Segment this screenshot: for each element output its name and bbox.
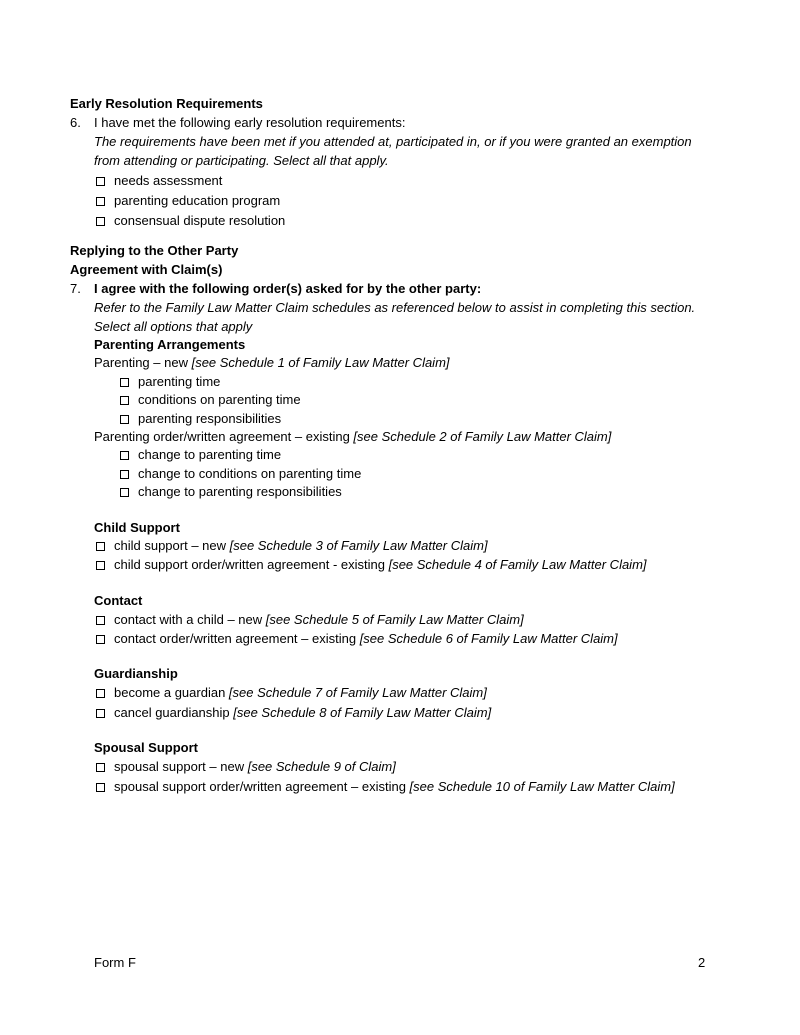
option-change-parenting-time[interactable] xyxy=(120,447,281,463)
checkbox-icon[interactable] xyxy=(120,470,129,479)
checkbox-icon[interactable] xyxy=(96,561,105,570)
option-ref: [see Schedule 3 of Family Law Matter Claim] xyxy=(229,538,488,553)
item-7-instructions-1: Refer to the Family Law Matter Claim schedules as referenced below to assist in completing this section. xyxy=(94,300,696,315)
option-label: contact with a child – new xyxy=(114,612,266,627)
checkbox-icon[interactable] xyxy=(96,689,105,698)
option-label: cancel guardianship xyxy=(114,705,234,720)
option-spousal-support-existing[interactable] xyxy=(96,779,675,795)
checkbox-icon[interactable] xyxy=(96,763,105,772)
parenting-heading: Parenting Arrangements xyxy=(94,337,246,352)
checkbox-icon[interactable] xyxy=(120,415,129,424)
footer-form-name: Form F xyxy=(94,955,136,970)
item-7-instructions-2: Select all options that apply xyxy=(94,319,253,334)
item-7-text: I agree with the following order(s) asked for by the other party: xyxy=(94,281,482,296)
option-conditions-parenting-time[interactable] xyxy=(120,392,301,408)
option-label: spousal support – new xyxy=(114,759,248,774)
option-consensual-dispute[interactable] xyxy=(96,213,285,229)
parenting-existing-line xyxy=(94,429,611,445)
option-parenting-time[interactable] xyxy=(120,374,220,390)
checkbox-icon[interactable] xyxy=(120,451,129,460)
guardianship-heading: Guardianship xyxy=(94,666,178,681)
checkbox-icon[interactable] xyxy=(96,709,105,718)
footer-page-number: 2 xyxy=(698,955,706,970)
checkbox-icon[interactable] xyxy=(120,378,129,387)
checkbox-icon[interactable] xyxy=(120,488,129,497)
option-label: spousal support order/written agreement – existing xyxy=(114,779,410,794)
replying-heading: Replying to the Other Party xyxy=(70,243,239,258)
option-become-guardian[interactable] xyxy=(96,685,487,701)
option-ref: [see Schedule 5 of Family Law Matter Claim] xyxy=(265,612,524,627)
option-cancel-guardianship[interactable] xyxy=(96,705,491,721)
option-label: consensual dispute resolution xyxy=(114,213,286,228)
option-change-conditions[interactable] xyxy=(120,466,361,482)
checkbox-icon[interactable] xyxy=(96,542,105,551)
option-ref: [see Schedule 4 of Family Law Matter Claim] xyxy=(388,557,647,572)
option-label: child support order/written agreement - existing xyxy=(114,557,389,572)
option-child-support-new[interactable] xyxy=(96,538,488,554)
option-contact-new[interactable] xyxy=(96,612,524,628)
option-parenting-responsibilities[interactable] xyxy=(120,411,281,427)
option-label: change to conditions on parenting time xyxy=(138,466,362,481)
item-6-instructions-2: from attending or participating. Select all that apply. xyxy=(94,153,389,168)
option-label: needs assessment xyxy=(114,173,223,188)
option-ref: [see Schedule 6 of Family Law Matter Claim] xyxy=(359,631,618,646)
parenting-existing-ref: [see Schedule 2 of Family Law Matter Claim] xyxy=(353,429,612,444)
option-label: change to parenting responsibilities xyxy=(138,484,342,499)
checkbox-icon[interactable] xyxy=(96,217,105,226)
checkbox-icon[interactable] xyxy=(120,396,129,405)
option-child-support-existing[interactable] xyxy=(96,557,647,573)
option-ref: [see Schedule 9 of Claim] xyxy=(247,759,396,774)
child-support-heading: Child Support xyxy=(94,520,180,535)
spousal-support-heading: Spousal Support xyxy=(94,740,198,755)
option-label: conditions on parenting time xyxy=(138,392,301,407)
item-7-number: 7. xyxy=(70,281,81,296)
parenting-new-label: Parenting – new xyxy=(94,355,192,370)
item-6-text: I have met the following early resolution requirements: xyxy=(94,115,406,130)
option-label: contact order/written agreement – existing xyxy=(114,631,360,646)
option-ref: [see Schedule 8 of Family Law Matter Claim] xyxy=(233,705,492,720)
option-label: parenting education program xyxy=(114,193,281,208)
option-label: become a guardian xyxy=(114,685,229,700)
option-change-responsibilities[interactable] xyxy=(120,484,342,500)
option-ref: [see Schedule 7 of Family Law Matter Claim] xyxy=(228,685,487,700)
item-6-instructions-1: The requirements have been met if you attended at, participated in, or if you were granted an exemption xyxy=(94,134,692,149)
checkbox-icon[interactable] xyxy=(96,783,105,792)
checkbox-icon[interactable] xyxy=(96,635,105,644)
option-contact-existing[interactable] xyxy=(96,631,618,647)
option-label: child support – new xyxy=(114,538,230,553)
option-ref: [see Schedule 10 of Family Law Matter Claim] xyxy=(409,779,675,794)
contact-heading: Contact xyxy=(94,593,143,608)
option-spousal-support-new[interactable] xyxy=(96,759,396,775)
option-parenting-education[interactable] xyxy=(96,193,280,209)
option-label: parenting responsibilities xyxy=(138,411,282,426)
section-6-heading: Early Resolution Requirements xyxy=(70,96,263,111)
item-6-number: 6. xyxy=(70,115,81,130)
agreement-heading: Agreement with Claim(s) xyxy=(70,262,223,277)
item-6 xyxy=(70,115,405,131)
checkbox-icon[interactable] xyxy=(96,197,105,206)
parenting-new-line xyxy=(94,355,450,371)
option-label: parenting time xyxy=(138,374,221,389)
checkbox-icon[interactable] xyxy=(96,177,105,186)
parenting-existing-label: Parenting order/written agreement – existing xyxy=(94,429,354,444)
parenting-new-ref: [see Schedule 1 of Family Law Matter Claim] xyxy=(191,355,450,370)
item-7 xyxy=(70,281,481,297)
option-label: change to parenting time xyxy=(138,447,282,462)
checkbox-icon[interactable] xyxy=(96,616,105,625)
option-needs-assessment[interactable] xyxy=(96,173,222,189)
